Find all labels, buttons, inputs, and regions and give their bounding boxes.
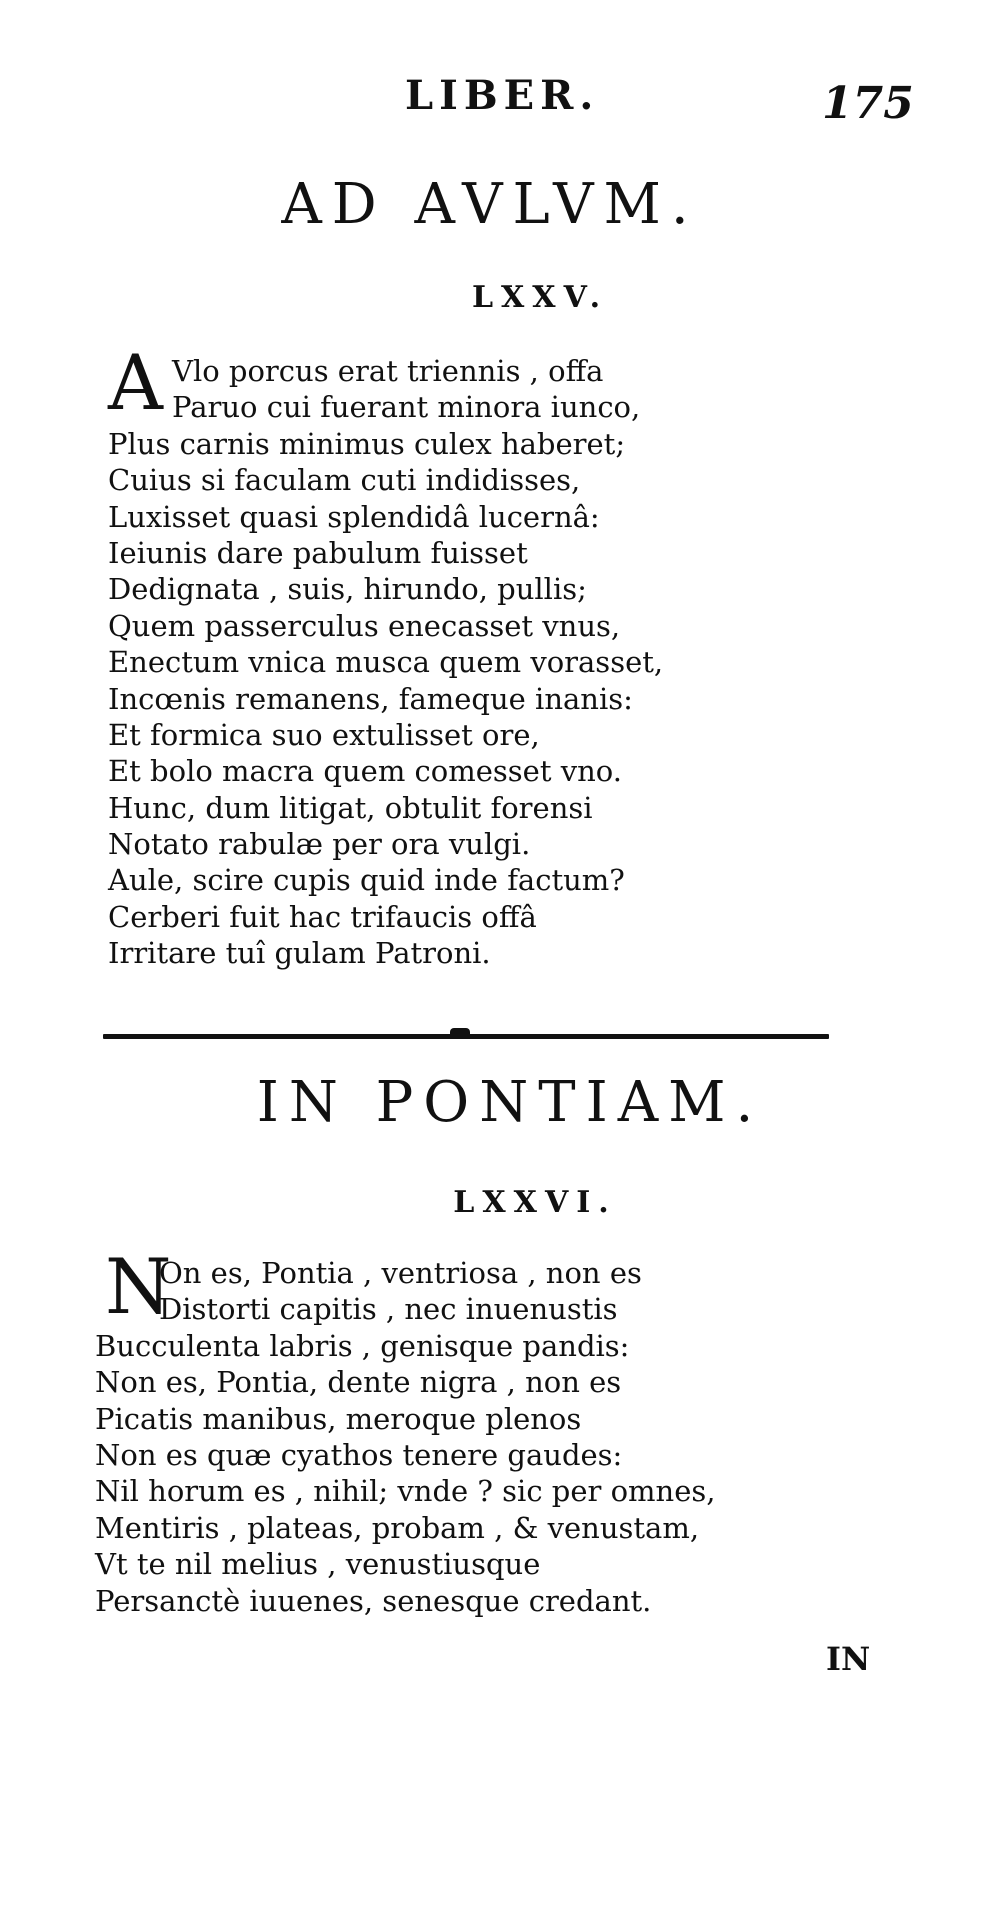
poem-number-lxxv: LXXV. [471, 280, 609, 315]
poem-line: Vlo porcus erat triennis , offa [172, 354, 604, 388]
poem-line: Incœnis remanens, fameque inanis: [108, 681, 633, 716]
poem-line: Mentiris , plateas, probam , & venustam, [95, 1510, 700, 1545]
page-number: 175 [822, 78, 914, 129]
poem-line: Et bolo macra quem comesset vno. [108, 754, 622, 789]
poem-line: Persanctè iuuenes, senesque credant. [95, 1583, 652, 1618]
divider-ornament [450, 1028, 470, 1036]
poem-line: Non es quæ cyathos tenere gaudes: [95, 1437, 623, 1472]
poem-line: Hunc, dum litigat, obtulit forensi [108, 790, 593, 825]
drop-cap: N [105, 1242, 172, 1331]
catchword: IN [826, 1640, 871, 1678]
poem-title-in-pontiam: IN PONTIAM. [256, 1070, 764, 1135]
poem-line: Aule, scire cupis quid inde factum? [108, 863, 625, 898]
poem-line: Irritare tuî gulam Patroni. [108, 936, 491, 971]
poem-line: Non es, Pontia, dente nigra , non es [95, 1365, 622, 1400]
poem-line: Quem passerculus enecasset vnus, [108, 608, 621, 643]
poem-line: Cerberi fuit hac trifaucis offâ [108, 899, 537, 934]
running-head: LIBER. [405, 72, 600, 119]
poem-line: Nil horum es , nihil; vnde ? sic per omnes, [95, 1474, 716, 1509]
poem-title-ad-aulum: AD AVLVM. [281, 172, 699, 237]
poem-line: Cuius si faculam cuti indidisses, [108, 463, 581, 498]
poem-text-ad-aulum [108, 338, 664, 972]
drop-cap: A [108, 338, 163, 427]
poem-line: Paruo cui fuerant minora iunco, [172, 390, 641, 425]
poem-line: Ieiunis dare pabulum fuisset [108, 535, 528, 570]
poem-line: Picatis manibus, meroque plenos [95, 1401, 582, 1436]
poem-line: Dedignata , suis, hirundo, pullis; [108, 572, 587, 607]
poem-line: Plus carnis minimus culex haberet; [108, 426, 626, 461]
poem-line: Luxisset quasi splendidâ lucernâ: [108, 499, 600, 534]
poem-number-lxxvi: LXXVI. [453, 1185, 617, 1220]
poem-line: Notato rabulæ per ora vulgi. [108, 827, 531, 862]
poem-line: Vt te nil melius , venustiusque [95, 1547, 541, 1582]
poem-text-in-pontiam [95, 1242, 716, 1619]
poem-line: Et formica suo extulisset ore, [108, 717, 540, 752]
poem-line: On es, Pontia , ventriosa , non es [159, 1256, 642, 1290]
poem-line: Enectum vnica musca quem vorasset, [108, 645, 664, 680]
poem-line: Distorti capitis , nec inuenustis [159, 1292, 618, 1327]
poem-line: Bucculenta labris , genisque pandis: [95, 1328, 630, 1363]
